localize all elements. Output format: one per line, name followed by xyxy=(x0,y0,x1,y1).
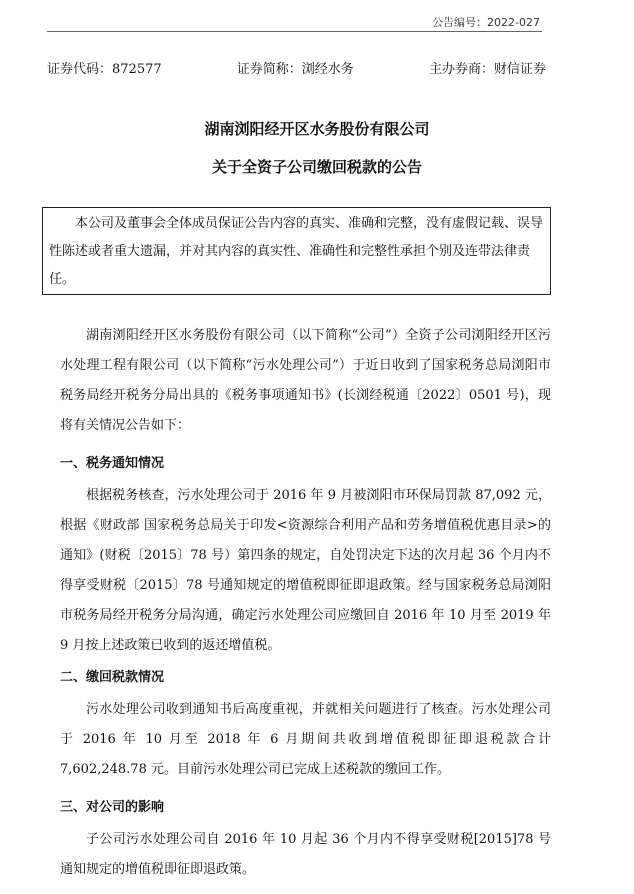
lead-broker: 主办券商：财信证券 xyxy=(428,62,546,77)
announcement-number: 公告编号：2022-027 xyxy=(432,16,540,29)
company-title: 湖南浏阳经开区水务股份有限公司 xyxy=(204,120,430,138)
section-heading-impact: 三、对公司的影响 xyxy=(60,800,165,815)
section-heading-tax-notice: 一、税务通知情况 xyxy=(60,456,165,471)
intro-paragraph: 湖南浏阳经开区水务股份有限公司（以下简称“公司”）全资子公司浏阳经开区污水处理工程有限公司（以下简称“污水处理公司”）于近日收到了国家税务总局浏阳市税务局经开税务分局出具的《税务事项通知书》(长浏经税通〔2022〕0501 号)，现将有关情况公告如下： xyxy=(60,328,551,433)
security-short-name: 证券简称：浏经水务 xyxy=(236,62,354,77)
security-info xyxy=(47,58,546,77)
header-divider xyxy=(47,31,542,32)
section-heading-tax-repayment: 二、缴回税款情况 xyxy=(60,670,165,685)
announcement-title: 关于全资子公司缴回税款的公告 xyxy=(211,158,422,176)
board-declaration-box xyxy=(42,207,551,295)
declaration-text: 本公司及董事会全体成员保证公告内容的真实、准确和完整，没有虚假记载、误导性陈述或者重大遗漏，并对其内容的真实性、准确性和完整性承担个别及连带法律责任。 xyxy=(49,216,544,287)
section-body-impact: 子公司污水处理公司自 2016 年 10 月起 36 个月内不得享受财税[2015]78 号通知规定的增值税即征即退政策。 xyxy=(60,832,551,877)
section-body-tax-repayment: 污水处理公司收到通知书后高度重视，并就相关问题进行了核查。污水处理公司于 2016 年 10 月至 2018 年 6 月期间共收到增值税即征即退税款合计 7,602,248.78 元。目前污水处理公司已完成上述税款的缴回工作。 xyxy=(60,702,551,777)
section-body-tax-notice: 根据税务核查，污水处理公司于 2016 年 9 月被浏阳市环保局罚款 87,092 元，根据《财政部 国家税务总局关于印发<资源综合利用产品和劳务增值税优惠目录>的通知》(财税〔2015〕78 号）第四条的规定，自处罚决定下达的次月起 36 个月内不得享受财税〔2015〕78 号通知规定的增值税即征即退政策。经与国家税务总局浏阳市税务局经开税务分局沟通，确定污水处理公司应缴回自 2016 年 10 月至 2019 年 9 月按上述政策已收到的返还增值税。 xyxy=(60,488,551,653)
security-code: 证券代码：872577 xyxy=(47,62,162,77)
